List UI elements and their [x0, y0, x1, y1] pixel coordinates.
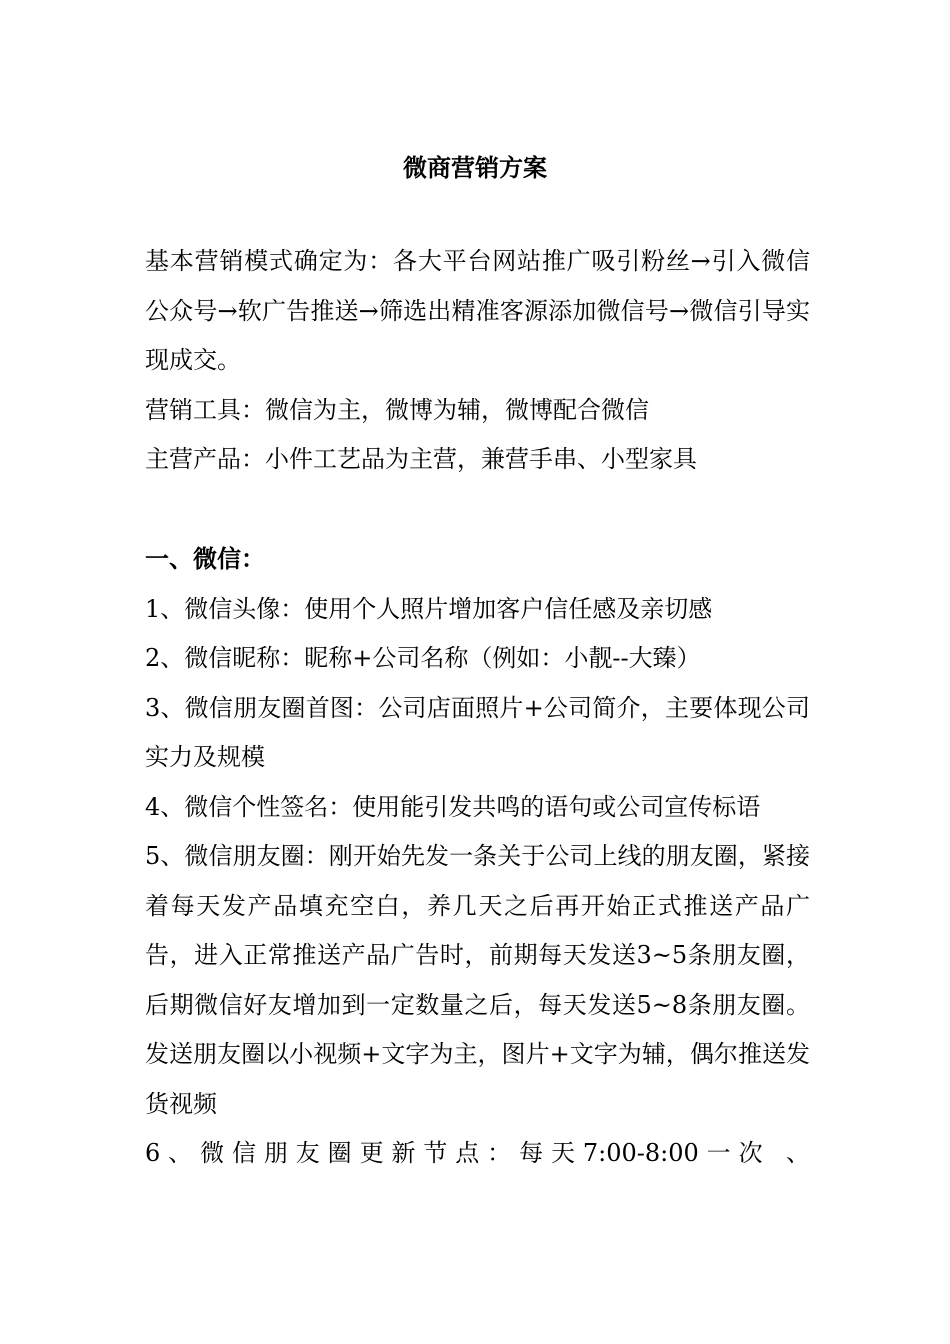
- intro-marketing-tools: 营销工具：微信为主，微博为辅，微博配合微信: [145, 395, 649, 424]
- list-item: 1、微信头像：使用个人照片增加客户信任感及亲切感: [145, 594, 713, 623]
- document-title: 微商营销方案: [403, 154, 547, 182]
- section-wechat: [145, 535, 810, 1179]
- list-item: 2、微信昵称：昵称+公司名称（例如：小靓--大臻）: [145, 644, 701, 672]
- intro-block: [145, 237, 810, 485]
- list-item: 5、微信朋友圈：刚开始先发一条关于公司上线的朋友圈，紧接着每天发产品填充空白，养几天之后再开始正式推送产品广告，进入正常推送产品广告时，前期每天发送3~5条朋友圈，后期微信好友增加到一定数量之后，每天发送5~8条朋友圈。发送朋友圈以小视频+文字为主，图片+文字为辅，偶尔推送发货视频: [145, 842, 810, 1118]
- list-item: 6、微信朋友圈更新节点：每天7:00-8:00一次 、: [145, 1139, 810, 1167]
- list-item: 4、微信个性签名：使用能引发共鸣的语句或公司宣传标语: [145, 792, 761, 821]
- list-item: 3、微信朋友圈首图：公司店面照片+公司简介，主要体现公司实力及规模: [145, 693, 810, 771]
- intro-marketing-model: 基本营销模式确定为：各大平台网站推广吸引粉丝→引入微信公众号→软广告推送→筛选出精准客源添加微信号→微信引导实现成交。: [145, 247, 810, 374]
- intro-main-products: 主营产品：小件工艺品为主营，兼营手串、小型家具: [145, 445, 697, 473]
- section-heading: 一、微信：: [145, 545, 265, 573]
